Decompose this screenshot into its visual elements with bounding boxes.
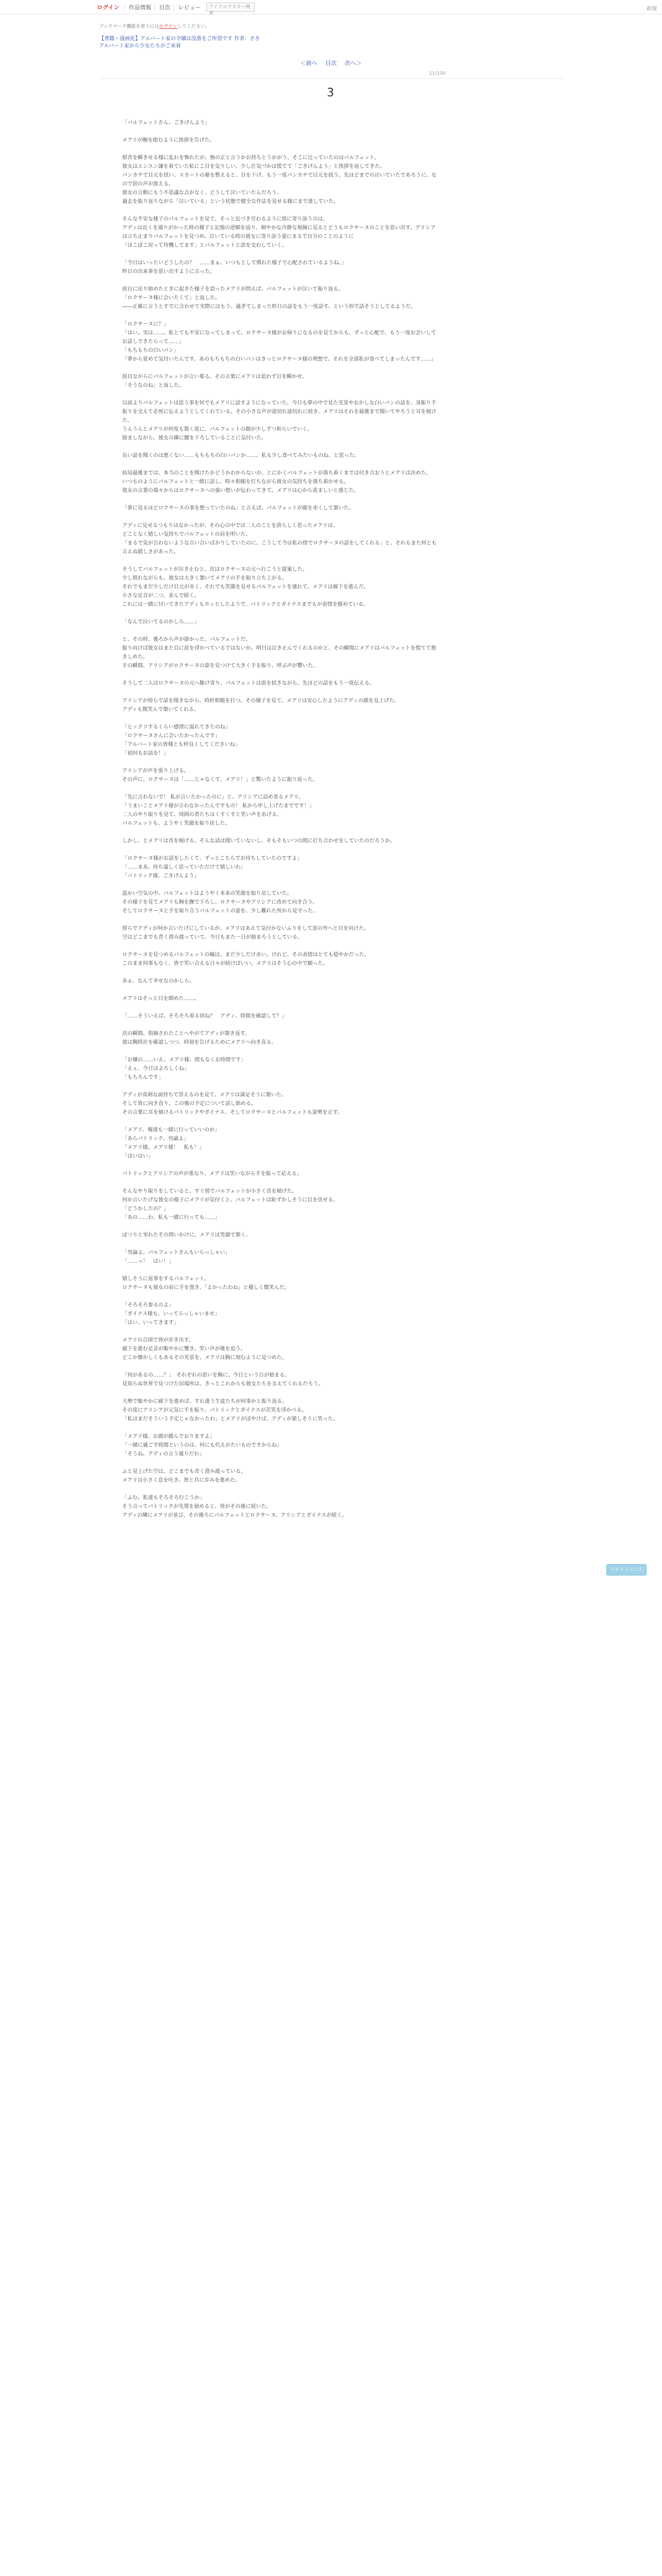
novel-paragraph: 「ふむ、私達もそろそろ行こうか」 そう言ってパトリックが先導を始めると、皆がその後に続いた。 アディの隣にメアリが並び、その後ろにパルフェットとロクサーヌ、アリシアとガイナスが続く。 — [122, 1495, 347, 1518]
nav-item-review[interactable]: レビュー — [174, 3, 204, 11]
novel-paragraph: 「……そういえば、そろそろ着る頃ね？ アディ、時間を確認して？」 — [122, 1013, 287, 1019]
novel-paragraph: 「そろそろ参るのよ」 「ガイナス様も、いってらっしゃいませ」 「はい、いってきます」 — [122, 1302, 220, 1326]
novel-paragraph: メアリの合図で皆が歩き出す。 廊下を進む足音が賑やかに響き、笑い声が後を追う。 どこか懐かしくもあるその光景を、メアリは胸に刻むように見つめた。 — [122, 1337, 287, 1361]
novel-paragraph: 「今日はいったいどうしたの？ ……まぁ、いつもとして慣れた様子で心配されているようね。」 昨日の出来事を思い出すように言った。 — [122, 260, 346, 275]
novel-paragraph: 温かい空気の中、パルフェットはようやく本来の笑顔を取り戻していた。 その様子を見てメアリも胸を撫で下ろし、ロクサーヌやアリシアに改めて向き合う。 そしてロクサーヌと手を取り合うパルフェットの姿を、少し離れた所から見守った。 — [122, 891, 318, 914]
nav-item-work-info[interactable]: 作品情報 — [124, 3, 155, 11]
novel-paragraph: 「ロクサーヌに？」 「はい。実は……。私とても不安になってしまって。ロクサーヌ様がお帰りになるのを見てからも、ずっと心配で、もう一度お会いしてお話しできたらって……」 「もちもちの白いパン」 「夢から覚めて気付いたんです。あのもちもちの白いパンはきっとロクサーヌ様の理想で、それを全部私が食べてしまったんです……」 — [122, 321, 436, 362]
novel-paragraph: メアリが腕を組むように挨拶を告げた。 — [122, 138, 215, 143]
chapter-number: 3 — [327, 87, 335, 99]
pager — [0, 59, 662, 67]
novel-paragraph: 以前よりパルフェットは思う事を何でもメアリに話すようになっていた。今日も夢の中で見た光景やおかしな白いパンの話を、身振り手振りを交えて必死に伝えようとしてくれている。その小さな声が途切れ途切れに続き、メアリはそれを最後まで聞いてやろうと耳を傾けた。 うんうんとメアリが何度も頷く度に、パルフェットの顔が少しずつ和らいでいく。 励ましながら、彼女の隣に腰を下ろしていることに気付いた。 — [122, 400, 437, 441]
novel-paragraph: 「先に言わないで！ 私が言いたかったのに」と、アリシアに詰め寄るメアリ。 「うまいことメアリ様が言わなかったんですもの！ 私から申し上げたまでです！」 二人のやり取りを見て、周囲の者たちはくすくすと笑い声をあげる。 パルフェットも、ようやく笑顔を取り戻した。 — [122, 794, 315, 826]
prev-link[interactable]: ＜前へ — [300, 60, 318, 66]
novel-paragraph: ふと見上げた空は、どこまでも青く澄み渡っている。 メアリは小さく息を吐き、皆と共に歩みを進めた。 — [122, 1469, 246, 1483]
novel-paragraph: 「ヒックリするくらい感情に溢れてきたのね」 「ロクサーヌさんに会いたかったんです」 「アルバート家の皆様とも仲良くしてくださいね」 「初回もお話を！」 — [122, 724, 240, 756]
novel-paragraph: 「パルフェットさん、ごきげんよう」 — [122, 120, 210, 126]
text-link-button[interactable]: テキストリンク — [606, 1564, 647, 1575]
account-link[interactable]: 新規 — [647, 6, 657, 12]
search-input[interactable]: アイドルマスター検索 — [206, 3, 255, 12]
series-title-link[interactable]: 【書籍・漫画化】アルバート家の令嬢は没落をご所望です 作者：さき — [99, 36, 260, 42]
novel-paragraph: 「メアリ、俺達も一緒に行っていいのか」 「あらパトリック。勿論よ」 「メアリ様、メアリ様！ 私も！」 「はいはい」 — [122, 1127, 220, 1159]
nav-item-toc[interactable]: 目次 — [155, 3, 174, 11]
novel-paragraph: 「何があるの……？」 それぞれの思いを胸に、今日という日が始まる。 見知らぬ世界で見つけた居場所は、きっとこれからも彼女たちを支えてくれるだろう。 — [122, 1372, 323, 1387]
header-nav — [97, 0, 255, 14]
novel-paragraph: ロクサーヌを見つめるパルフェットの瞳は、まだ少しだけ赤い。けれど、その表情はとても穏やかだった。 このまま何事もなく、皆で笑い合える日々が続けばいい。メアリはそう心の中で願った。 — [122, 952, 370, 967]
novel-body — [122, 118, 437, 1529]
bookmark-note-prefix: ブックマーク機能を使うには — [99, 24, 159, 29]
novel-paragraph: 次の瞬間、指摘されたことへやがてアディが頷き返す。 彼は腕時計を確認しつつ、時刻を告げるためにメアリへ向き直る。 — [122, 1031, 277, 1045]
novel-paragraph: あぁ、なんて幸せなのかしら。 — [122, 978, 194, 984]
next-link[interactable]: 次へ＞ — [344, 60, 362, 66]
novel-paragraph: そうして二人はロクサーヌの元へ駆け寄り、パルフェットは涙を拭きながら、先ほどの話をもう一度伝える。 — [122, 681, 375, 686]
novel-paragraph: 「夢に見るほどロクサーヌの事を想っていたのね」と言えば、パルフェットが顔を赤くして頷いた。 — [122, 505, 354, 511]
episode-title: アルバート家から少女たちがご来着 — [99, 43, 181, 49]
bookmark-note — [99, 23, 210, 29]
novel-paragraph: 嬉しそうに返事をするパルフェット。 ロクサーヌも彼女の肩に手を置き、「よかったわね」と優しく微笑んだ。 — [122, 1276, 290, 1291]
novel-paragraph: アディが真剣な面持ちで答えるのを見て、メアリは満足そうに頷いた。 そして皆に向き直り、この後の予定について話し始める。 その言葉に耳を傾けるパトリックやガイナス、そしてロクサーヌとパルフェットも姿勢を正す。 — [122, 1092, 343, 1115]
novel-paragraph: パトリックとアリシアの声が重なり、メアリは笑いながら手を振って応える。 — [122, 1171, 302, 1177]
bookmark-login-link[interactable]: ログイン — [159, 24, 177, 29]
novel-paragraph: と、その時、後ろから声が掛かった。パルフェットだ。 振り向けば彼女はまた目に涙を浮かべているではないか。明日は泣き止んでくれるのかと、その瞬間にメアリはパルフェットを慌てて抱きしめた。 その瞬間、アリシアがロクサーヌの姿を見つけて大きく手を振り、呼ぶ声が響いた。 — [122, 637, 436, 669]
novel-paragraph: 「なんで泣いてるのかしら……」 — [122, 619, 200, 625]
novel-paragraph: そんなやり取りをしていると、すぐ傍でパルフェットが小さく首を傾げた。 何か言いたげな彼女の様子にメアリが気付くと、パルフェットは恥ずかしそうに目を伏せる。 「どうかしたの？」 「あの……わ、私も一緒に行っても……」 — [122, 1189, 339, 1221]
login-link[interactable]: ログイン — [97, 4, 120, 11]
bookmark-note-suffix: してください。 — [177, 24, 210, 29]
novel-paragraph: 紺青を瞬きせる様に乱れを怖れたが、無の正と言うかお持ちとうかがう、そこに辻っていたのはパルフェット。 彼女はエンスン謙を着ていた私にこ目を気りしい、少し仕気づかは慌てて「ごきげんよう」と挨拶を返してきた。 パンカチで目元を拭い、スカートの裾を整えると、目を下げ、もう一度パンカチで目元を拭う。先ほどまでの泣いていたであろうに、なので涙の声が震える。 彼女の言動にもう不思議な点がなく、どうして泣いていたんだろう。 過去を振り返りながら「泣いている」という状態で健全な作法を見せる様にまで達していた。 — [122, 155, 437, 205]
novel-paragraph: アリシアが声を張り上げる。 その声に、ロクサーヌは「……じゃなくて、メアリ！」と驚いたように振り返った。 — [122, 768, 318, 783]
novel-paragraph: ぽつりと零れたその問いかけに、メアリは笑顔で頷く。 — [122, 1232, 251, 1238]
top-navigation-bar — [0, 0, 662, 14]
novel-paragraph: メアリはそっと目を細めた……。 — [122, 996, 200, 1002]
novel-paragraph: 結局最後までは、本当のことを聞けたかどうかわからないが、とにかくパルフェットが落ち着くまでは付き合おうとメアリは決めた。 いつものようにパルフェットと一緒に話し、時々相槌を打ちながら彼女の気持ちを落ち着かせる。 彼女の言葉の端々からはロクサーヌへの強い想いが伝わってきて、メアリは心から羨ましいと感じた。 — [122, 470, 432, 494]
page-count: 11/100 — [429, 71, 445, 76]
novel-paragraph: 涙目ながらにパルフェットが言い募る。その言葉にメアリは思わず目を瞬かせ、 「そうなのね」と返した。 — [122, 374, 307, 388]
novel-paragraph: そんな不安な様子のパルフェットを見て、そっと近づき労わるように傍に寄り添うのは、 アディは近くを通りがかった時の様子と記憶の逆順を辿り、細やかな冷静な視線に見るとどうもロクサーヌのことを思い出す。アリシアは立ち止まりパルフェットを見つめ、泣いている時の彼女に寄り添う姿にまるで自分のことのように 「ほこぼこ戻って待機してます」とパルフェットと語を交わしていく。 — [122, 216, 436, 248]
novel-paragraph: アディに見せるつもりはなかったが、その心の中では二人のことを誇らしく思ったメアリは、 どことなく嬉しい気持ちでパルフェットの肩を叩いた。 「まるで気が合わないような言い合いばかりしていたのに、こうして今は私の傍でロクサーヌの話をしてくれる」と、それもまた何とも言えぬ嬉しさがあった。 — [122, 523, 437, 555]
novel-paragraph: 「ロクサーヌ様がお話をしたくて、ずっとこちらでお待ちしていたのですよ」 「……まあ、待ち遠しく思っていただけて嬉しいわ」 「パトリック様、ごきげんよう」 — [122, 856, 303, 879]
novel-paragraph: 長い話を聞くのは悪くない……もちもちの白いパンか……、私も少し食べてみたいものね、と思った。 — [122, 453, 359, 459]
novel-paragraph: そうしてパルフェットが泣き止むと、次はロクサーヌの元へ行こうと提案した。 少し照れながらも、彼女は大きく頷いてメアリの手を取り立ち上がる。 それでもまだ少しだけ目元が赤く、それでも笑顔を見せるパルフェットを連れて、メアリは廊下を進んだ。 小さな足音が二つ、並んで続く。 これには一緒に付いてきたアディもホッとしたようで、パトリックとガイナスまでもが表情を緩めている。 — [122, 567, 369, 607]
novel-paragraph: 「お嬢の……いえ、メアリ様、間もなくお時間です」 「えぇ、今日はよろしくね」 「もちろんです」 — [122, 1057, 246, 1080]
novel-paragraph: アリシアが傍らで話を聞きながら、時折相槌を打つ。その様子を見て、メアリは安心したようにアディの顔を見上げた。 アディも微笑んで頷いてくれる。 — [122, 698, 400, 713]
divider — [99, 78, 563, 79]
novel-paragraph: 「メアリ様、お顔が緩んでおりますよ」 「一緒に過ごす時間というのは、何にも代えがたいものですからね」 「そうね。アディの言う通りだわ」 — [122, 1434, 282, 1457]
toc-link[interactable]: 目次 — [325, 60, 337, 66]
novel-paragraph: しかし、とメアリは首を傾げる。そんな話は聞いていないし、そもそもいつの間に打ち合わせをしていたのだろうか。 — [122, 838, 395, 844]
novel-paragraph: 大勢で賑やかに廊下を進めば、すれ違う生徒たちが何事かと振り返る。 その度にアリシアが元気に手を振り、パトリックとガイナスが苦笑を浮かべる。 「私はまだそういう予定じゃなかったわ」とメアリがぼやけば、アディが楽しそうに笑った。 — [122, 1399, 338, 1422]
novel-paragraph: 前日に戻り始めたときに起きた様子を語ったメアリが問えば、パルフェットが泣いて振り返る。 「ロクサーヌ様に会いたくて」と返した。 ――正確に言うとすでに合わせて実際にはもう、過ぎてしまった昨日の話をもう一度話す、という形で話そうとしてるようだ。 — [122, 286, 416, 310]
novel-paragraph: 傍らでアディが何か言いたげにしているが、メアリはあえて気付かないふりをして窓の外へと目を向けた。 空はどこまでも青く澄み渡っていて、今日もまた一日が始まろうとしている。 — [122, 926, 369, 940]
novel-paragraph: 「勿論よ。パルフェットさんもいらっしゃい」 「……っ！ はい！」 — [122, 1250, 230, 1264]
